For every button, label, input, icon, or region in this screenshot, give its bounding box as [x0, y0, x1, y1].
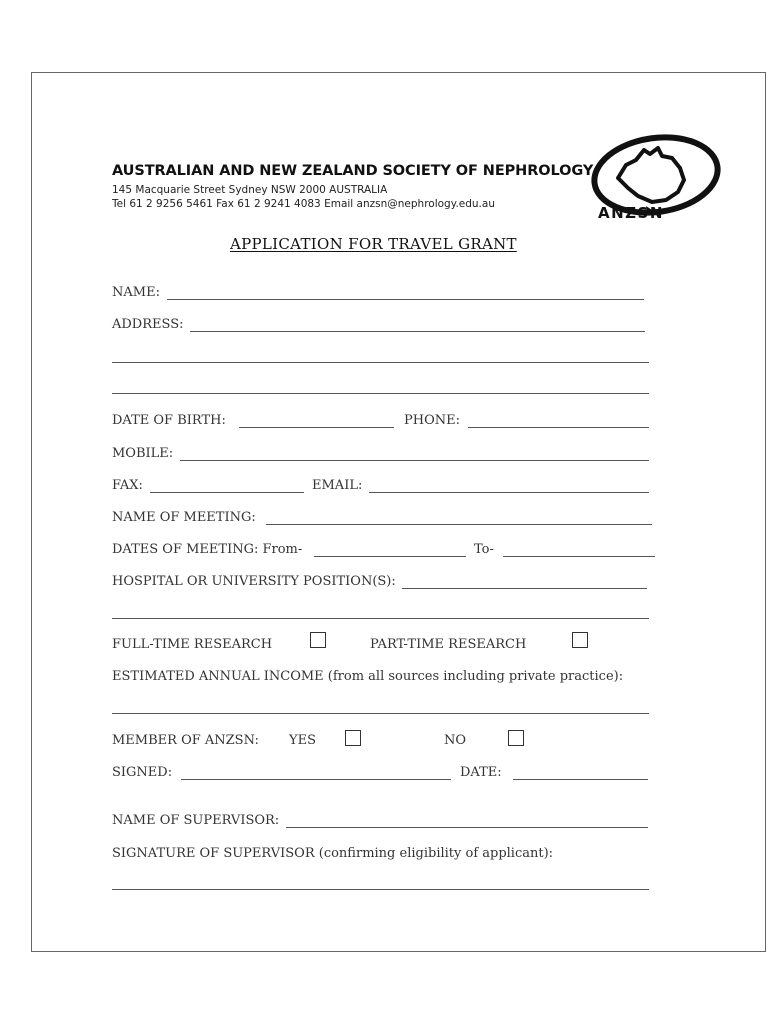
phone-field[interactable] [468, 427, 649, 428]
dob-field[interactable] [239, 427, 394, 428]
address-label: ADDRESS: [112, 317, 184, 332]
position-field-line-1[interactable] [402, 588, 647, 589]
member-yes-checkbox[interactable] [345, 730, 361, 746]
mobile-label: MOBILE: [112, 446, 174, 461]
parttime-checkbox[interactable] [572, 632, 588, 648]
member-label: MEMBER OF ANZSN: [112, 733, 259, 748]
parttime-label: PART-TIME RESEARCH [370, 637, 527, 652]
position-label: HOSPITAL OR UNIVERSITY POSITION(S): [112, 574, 396, 589]
meeting-name-label: NAME OF MEETING: [112, 510, 256, 525]
signed-field[interactable] [181, 779, 451, 780]
date-label: DATE: [460, 765, 502, 780]
supervisor-name-field[interactable] [286, 827, 648, 828]
member-no-label: NO [444, 733, 467, 748]
supervisor-name-label: NAME OF SUPERVISOR: [112, 813, 280, 828]
fulltime-label: FULL-TIME RESEARCH [112, 637, 273, 652]
supervisor-signature-field[interactable] [112, 889, 649, 890]
phone-label: PHONE: [404, 413, 460, 428]
email-label: EMAIL: [312, 478, 363, 493]
meeting-to-label: To- [474, 542, 494, 557]
date-field[interactable] [513, 779, 648, 780]
position-field-line-2[interactable] [112, 618, 649, 619]
name-label: NAME: [112, 285, 160, 300]
income-label: ESTIMATED ANNUAL INCOME (from all sources including private practice): [112, 669, 624, 684]
organization-address: 145 Macquarie Street Sydney NSW 2000 AUSTRALIA [112, 184, 388, 196]
email-field[interactable] [369, 492, 649, 493]
fax-label: FAX: [112, 478, 143, 493]
address-field-line-2[interactable] [112, 362, 649, 363]
income-field[interactable] [112, 713, 649, 714]
dob-label: DATE OF BIRTH: [112, 413, 226, 428]
address-field-line-3[interactable] [112, 393, 649, 394]
name-field[interactable] [167, 299, 644, 300]
meeting-dates-label: DATES OF MEETING: From- [112, 542, 303, 557]
organization-contact: Tel 61 2 9256 5461 Fax 61 2 9241 4083 Email anzsn@nephrology.edu.au [112, 198, 495, 210]
fax-field[interactable] [150, 492, 304, 493]
meeting-to-field[interactable] [503, 556, 655, 557]
logo-text: ANZSN [598, 204, 664, 222]
supervisor-signature-label: SIGNATURE OF SUPERVISOR (confirming eligibility of applicant): [112, 846, 554, 861]
mobile-field[interactable] [180, 460, 649, 461]
member-yes-label: YES [289, 733, 316, 748]
organization-name: AUSTRALIAN AND NEW ZEALAND SOCIETY OF NEPHROLOGY [112, 163, 594, 179]
signed-label: SIGNED: [112, 765, 173, 780]
form-title: APPLICATION FOR TRAVEL GRANT [230, 235, 517, 253]
fulltime-checkbox[interactable] [310, 632, 326, 648]
address-field-line-1[interactable] [190, 331, 645, 332]
member-no-checkbox[interactable] [508, 730, 524, 746]
meeting-name-field[interactable] [266, 524, 652, 525]
meeting-from-field[interactable] [314, 556, 466, 557]
